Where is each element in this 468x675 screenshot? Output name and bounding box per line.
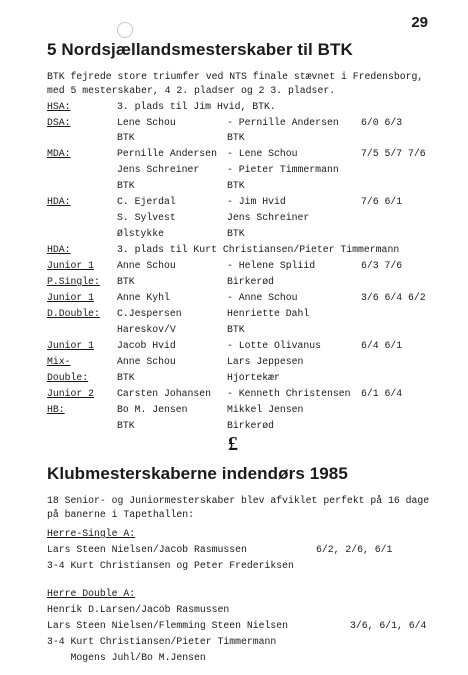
opponent-cell: BTK [227, 324, 245, 335]
opponent-cell: - Anne Schou [227, 292, 298, 303]
player-cell: Anne Schou [117, 356, 176, 367]
score-cell: 7/5 5/7 7/6 [361, 148, 426, 159]
opponent-cell: BTK [227, 228, 245, 239]
table-row [47, 388, 467, 402]
opponent-cell: Lars Jeppesen [227, 356, 304, 367]
score-cell: 6/0 6/3 [361, 117, 403, 128]
player-cell: BTK [117, 180, 135, 191]
table-row [47, 117, 467, 131]
section-title-nordsjaelland: 5 Nordsjællandsmesterskaber til BTK [47, 40, 353, 59]
result-text: Lars Steen Nielsen/Flemming Steen Nielsen [47, 620, 289, 631]
player-cell: BTK [117, 420, 135, 431]
score-cell: 6/1 6/4 [361, 388, 403, 399]
results-row [47, 604, 467, 618]
category-label: Junior 1 [47, 260, 95, 271]
event-heading: Herre Double A: [47, 588, 136, 599]
score-cell: 7/6 6/1 [361, 196, 403, 207]
result-text: 3-4 Kurt Christiansen og Peter Frederiksen [47, 560, 294, 571]
player-cell: 3. plads til Kurt Christiansen/Pieter Timmermann [117, 244, 400, 255]
table-row [47, 372, 467, 386]
player-cell: BTK [117, 372, 135, 383]
table-row [47, 404, 467, 418]
results-row [47, 636, 467, 650]
category-label: HDA: [47, 244, 71, 255]
results-row [47, 544, 467, 558]
category-label: Mix- [47, 356, 71, 367]
player-cell: Bo M. Jensen [117, 404, 188, 415]
category-label: HSA: [47, 101, 71, 112]
table-row [47, 101, 467, 115]
pound-sign-divider: £ [228, 433, 238, 455]
page-number: 29 [411, 14, 428, 31]
opponent-cell: Jens Schreiner [227, 212, 310, 223]
category-label: Junior 1 [47, 292, 95, 303]
table-row [47, 244, 467, 258]
player-cell: S. Sylvest [117, 212, 176, 223]
table-row [47, 196, 467, 210]
category-label: D.Double: [47, 308, 100, 319]
opponent-cell: Hjortekær [227, 372, 280, 383]
result-text: Mogens Juhl/Bo M.Jensen [47, 652, 206, 663]
player-cell: Anne Kyhl [117, 292, 170, 303]
section-title-klubmesterskaber: Klubmesterskaberne indendørs 1985 [47, 464, 348, 483]
intro-line: med 5 mesterskaber, 4 2. pladser og 2 3. pladser. [47, 85, 336, 96]
player-cell: C.Jespersen [117, 308, 182, 319]
player-cell: Ølstykke [117, 228, 165, 239]
opponent-cell: - Lotte Olivanus [227, 340, 322, 351]
player-cell: 3. plads til Jim Hvid, BTK. [117, 101, 276, 112]
result-text: 3-4 Kurt Christiansen/Pieter Timmermann [47, 636, 277, 647]
category-label: Junior 2 [47, 388, 95, 399]
category-label: MDA: [47, 148, 71, 159]
category-label: DSA: [47, 117, 71, 128]
table-row [47, 420, 467, 434]
opponent-cell: Mikkel Jensen [227, 404, 304, 415]
result-text: Lars Steen Nielsen/Jacob Rasmussen [47, 544, 247, 555]
results-row [47, 652, 467, 666]
opponent-cell: - Kenneth Christensen [227, 388, 351, 399]
player-cell: Jens Schreiner [117, 164, 200, 175]
opponent-cell: - Helene Spliid [227, 260, 316, 271]
opponent-cell: Birkerød [227, 276, 275, 287]
table-row [47, 148, 467, 162]
table-row [47, 356, 467, 370]
table-row [47, 228, 467, 242]
results-row [47, 528, 467, 542]
player-cell: BTK [117, 276, 135, 287]
opponent-cell: - Pieter Timmermann [227, 164, 339, 175]
opponent-cell: Henriette Dahl [227, 308, 310, 319]
score-cell: 3/6 6/4 6/2 [361, 292, 426, 303]
opponent-cell: - Lene Schou [227, 148, 298, 159]
score-cell: 3/6, 6/1, 6/4 [350, 620, 427, 631]
player-cell: Jacob Hvid [117, 340, 176, 351]
table-row [47, 164, 467, 178]
category-label: HDA: [47, 196, 71, 207]
opponent-cell: - Pernille Andersen [227, 117, 339, 128]
scan-circle-mark [117, 22, 133, 38]
intro-line: BTK fejrede store triumfer ved NTS finale stævnet i Fredensborg, [47, 71, 424, 82]
opponent-cell: Birkerød [227, 420, 275, 431]
table-row [47, 212, 467, 226]
table-row [47, 324, 467, 338]
intro-line: på banerne i Tapethallen: [47, 509, 194, 520]
player-cell: BTK [117, 132, 135, 143]
player-cell: C. Ejerdal [117, 196, 176, 207]
opponent-cell: - Jim Hvid [227, 196, 286, 207]
table-row [47, 308, 467, 322]
results-row [47, 620, 467, 634]
category-label: Junior 1 [47, 340, 95, 351]
table-row [47, 260, 467, 274]
player-cell: Lene Schou [117, 117, 176, 128]
category-label: Double: [47, 372, 89, 383]
player-cell: Hareskov/V [117, 324, 176, 335]
table-row [47, 132, 467, 146]
opponent-cell: BTK [227, 180, 245, 191]
score-cell: 6/3 7/6 [361, 260, 403, 271]
table-row [47, 180, 467, 194]
player-cell: Pernille Andersen [117, 148, 217, 159]
intro-line: 18 Senior- og Juniormesterskaber blev afviklet perfekt på 16 dage [47, 495, 430, 506]
score-cell: 6/4 6/1 [361, 340, 403, 351]
table-row [47, 276, 467, 290]
results-row [47, 588, 467, 602]
category-label: P.Single: [47, 276, 100, 287]
table-row [47, 340, 467, 354]
table-row [47, 292, 467, 306]
category-label: HB: [47, 404, 65, 415]
result-text: Henrik D.Larsen/Jacob Rasmussen [47, 604, 230, 615]
player-cell: Carsten Johansen [117, 388, 212, 399]
player-cell: Anne Schou [117, 260, 176, 271]
event-heading: Herre-Single A: [47, 528, 136, 539]
results-row [47, 560, 467, 574]
score-cell: 6/2, 2/6, 6/1 [316, 544, 393, 555]
opponent-cell: BTK [227, 132, 245, 143]
